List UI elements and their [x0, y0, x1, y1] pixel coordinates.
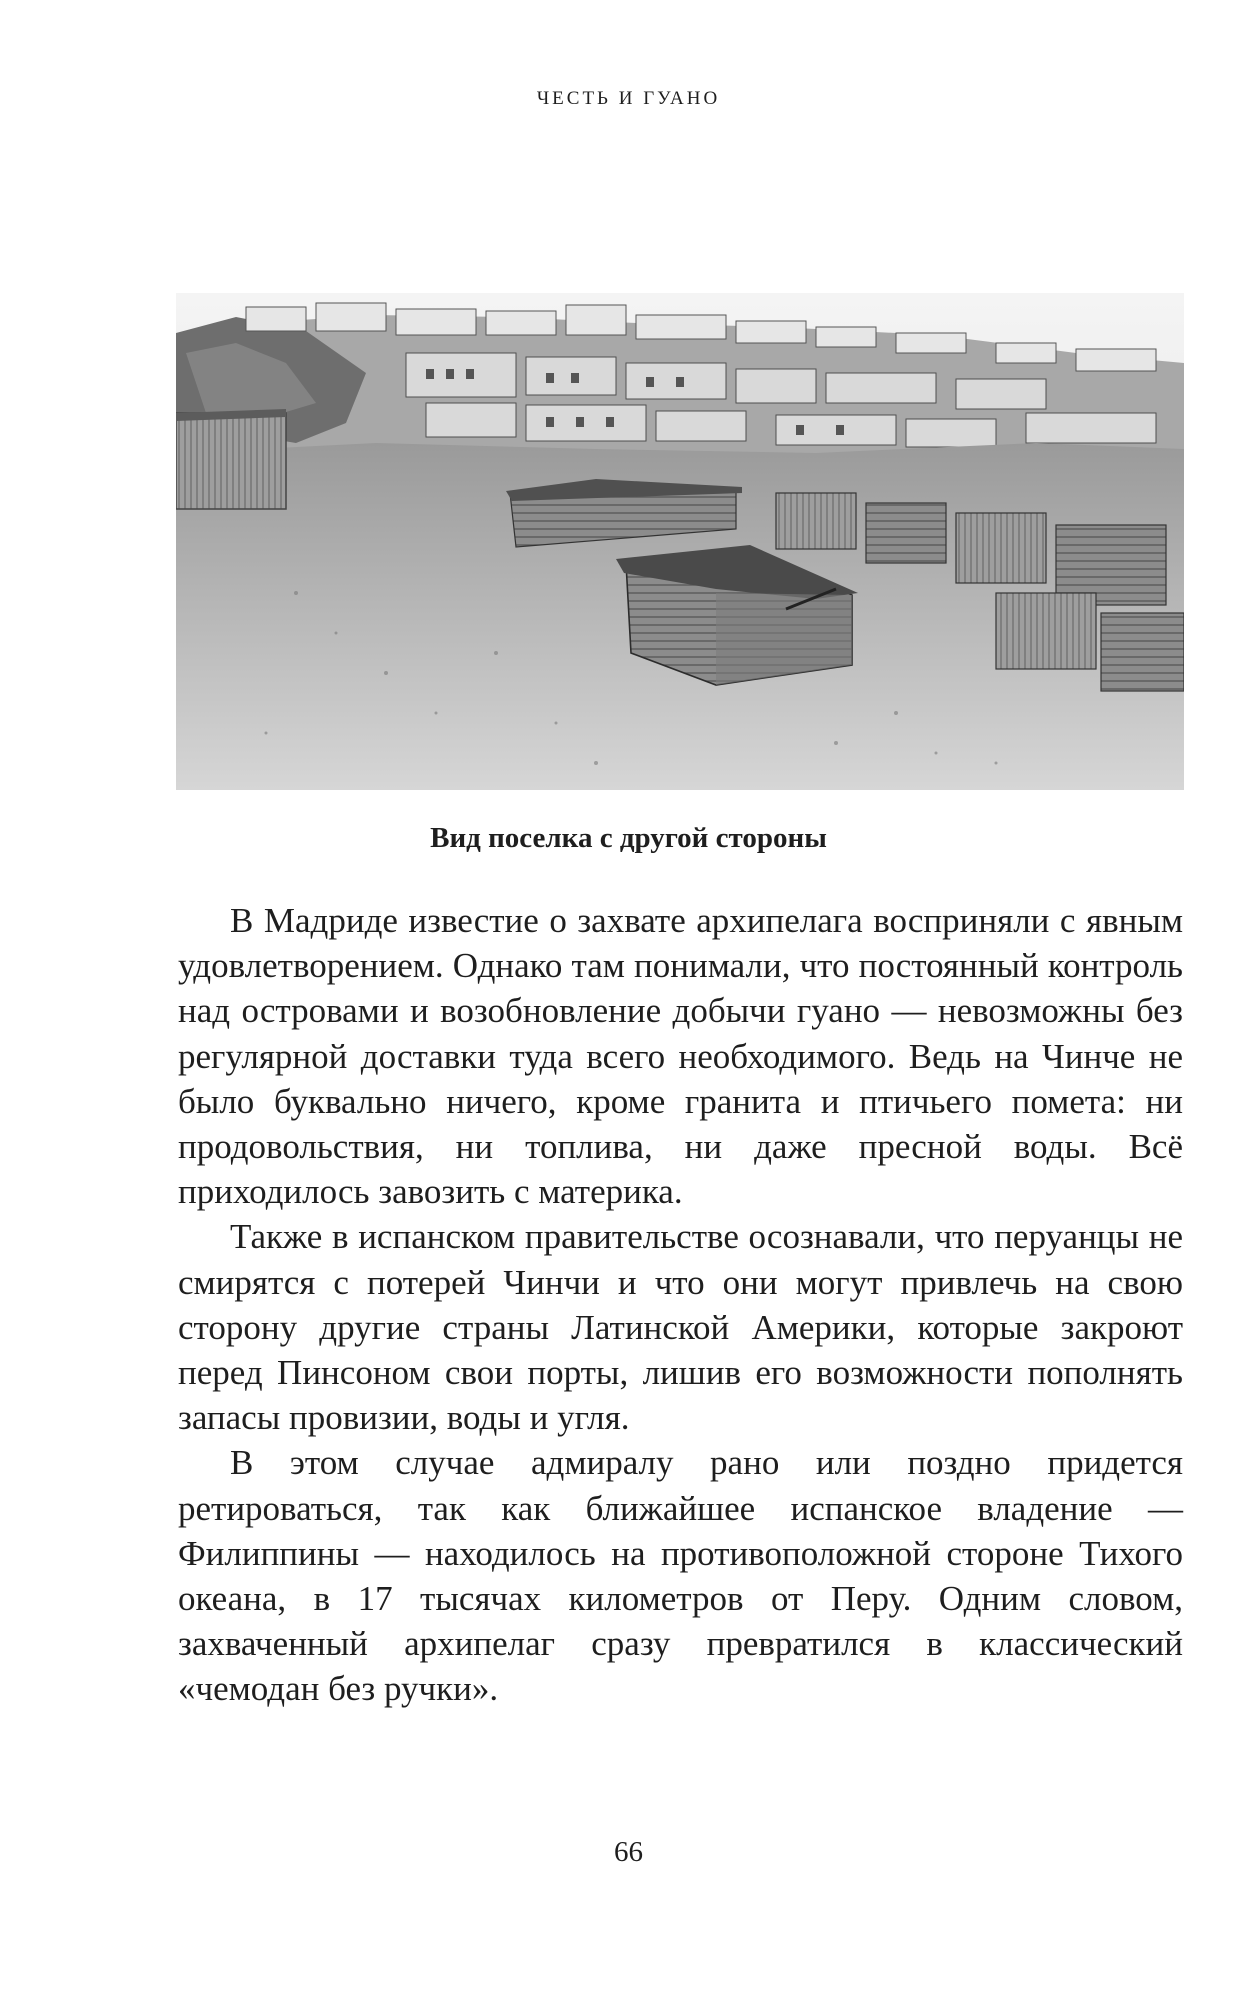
- page-number: 66: [614, 1836, 643, 1868]
- settlement-photo-illustration: [176, 293, 1184, 790]
- paragraph-1: В Мадриде известие о захвате архипелага восприняли с явным удовлетворением. Однако там понимали, что постоянный контроль над островами и возобновление добычи гуано — невозможны без регулярной доставки туда всего необходимого. Ведь на Чинче не было буквально ничего, кроме гранита и птичьего помета: ни продовольствия, ни топлива, ни даже пресной воды. Всё приходилось завозить с материка.: [178, 901, 1183, 1212]
- running-head: ЧЕСТЬ И ГУАНО: [536, 88, 721, 109]
- settlement-photo: [176, 293, 1184, 790]
- body-text: [178, 898, 1183, 1712]
- paragraph-2: Также в испанском правительстве осознавали, что перуанцы не смирятся с потерей Чинчи и что они могут привлечь на свою сторону другие страны Латинской Америки, которые закроют перед Пинсоном свои порты, лишив его возможности пополнять запасы провизии, воды и угля.: [178, 1217, 1183, 1438]
- paragraph-3: В этом случае адмиралу рано или поздно придется ретироваться, так как ближайшее испанское владение — Филиппины — находилось на противоположной стороне Тихого океана, в 17 тысячах километров от Перу. Одним словом, захваченный архипелаг сразу превратился в классический «чемодан без ручки».: [178, 1443, 1183, 1709]
- figure-caption: Вид поселка с другой стороны: [430, 822, 827, 854]
